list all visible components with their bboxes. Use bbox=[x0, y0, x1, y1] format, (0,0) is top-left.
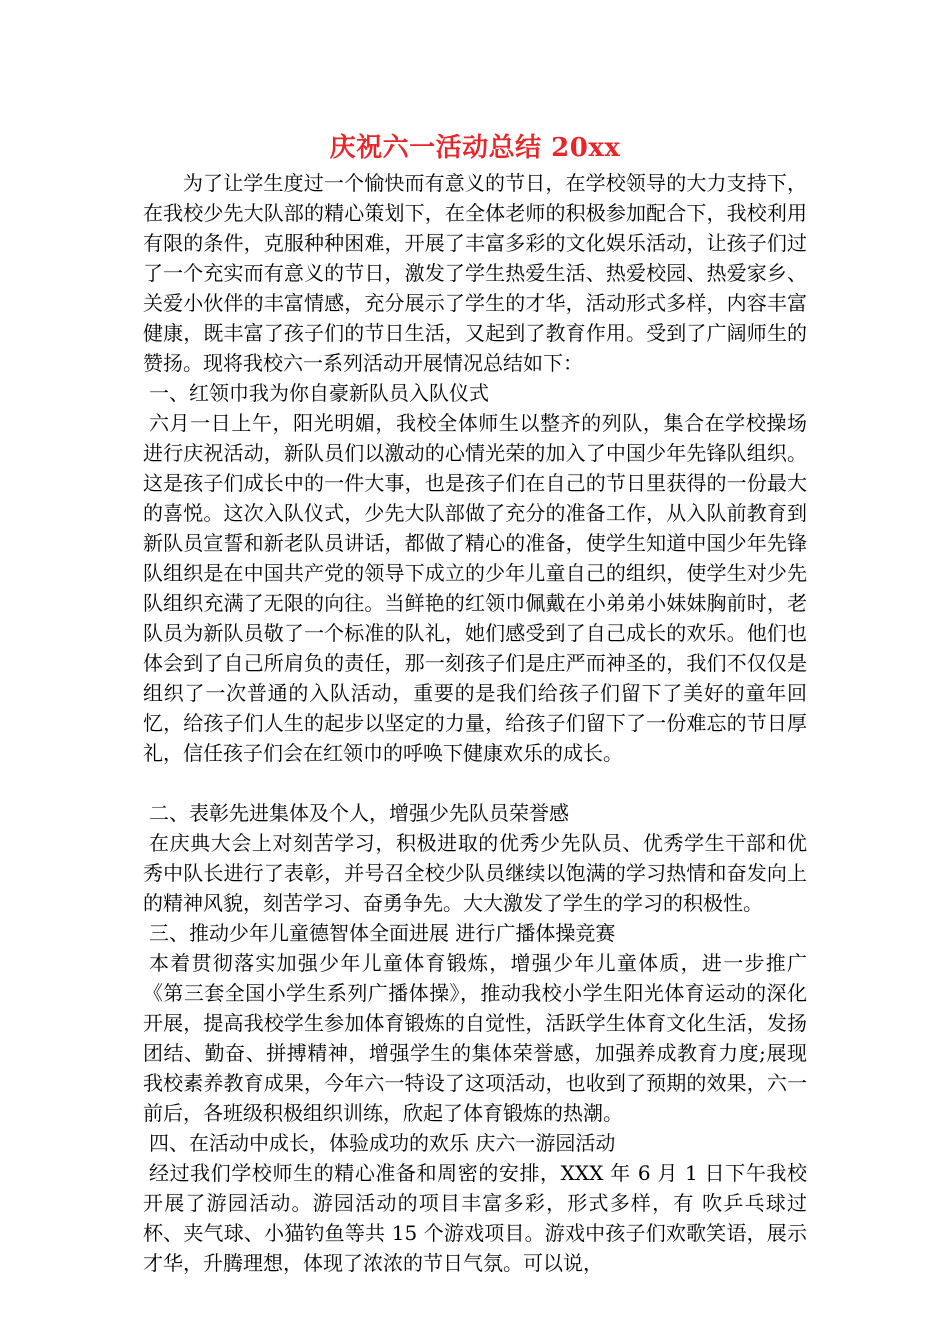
section-heading-3: 三、推动少年儿童德智体全面进展 进行广播体操竞赛 bbox=[149, 921, 616, 945]
blank-line bbox=[143, 768, 807, 798]
section-heading-1: 一、红领巾我为你自豪新队员入队仪式 bbox=[149, 381, 489, 405]
intro-paragraph: 为了让学生度过一个愉快而有意义的节日，在学校领导的大力支持下，在我校少先大队部的精心策划下，在全体老师的积极参加配合下，我校利用有限的条件，克服种种困难，开展了丰富多彩的文化娱乐活动，让孩子们过了一个充实而有意义的节日，激发了学生热爱生活、热爱校园、热爱家乡、关爱小伙伴的丰富情感，充分展示了学生的才华，活动形式多样，内容丰富健康，既丰富了孩子们的节日生活，又起到了教育作用。受到了广阔师生的赞扬。现将我校六一系列活动开展情况总结如下： bbox=[143, 171, 807, 375]
document-title: 庆祝六一活动总结 20xx bbox=[329, 133, 621, 163]
section-body-4: 经过我们学校师生的精心准备和周密的安排，XXX 年 6 月 1 日下午我校开展了游园活动。游园活动的项目丰富多彩，形式多样，有 吹乒乓球过杯、夹气球、小猫钓鱼等共 15 个游戏项目。游戏中孩子们欢歌笑语，展示才华，升腾理想，体现了浓浓的节日气氛。可以说， bbox=[143, 1161, 807, 1275]
document-page bbox=[143, 130, 807, 1278]
section-heading-4: 四、在活动中成长，体验成功的欢乐 庆六一游园活动 bbox=[149, 1131, 616, 1155]
section-body-3: 本着贯彻落实加强少年儿童体育锻炼，增强少年儿童体质，进一步推广《第三套全国小学生系列广播体操》，推动我校小学生阳光体育运动的深化开展，提高我校学生参加体育锻炼的自觉性，活跃学生体育文化生活，发扬团结、勤奋、拼搏精神，增强学生的集体荣誉感，加强养成教育力度;展现我校素养教育成果，今年六一特设了这项活动，也收到了预期的效果，六一前后，各班级积极组织训练，欣起了体育锻炼的热潮。 bbox=[143, 951, 807, 1125]
section-body-1: 六月一日上午，阳光明媚，我校全体师生以整齐的列队，集合在学校操场进行庆祝活动，新队员们以激动的心情光荣的加入了中国少年先锋队组织。这是孩子们成长中的一件大事，也是孩子们在自己的节日里获得的一份最大的喜悦。这次入队仪式，少先大队部做了充分的准备工作，从入队前教育到新队员宣誓和新老队员讲话，都做了精心的准备，使学生知道中国少年先锋队组织是在中国共产党的领导下成立的少年儿童自己的组织，使学生对少先队组织充满了无限的向往。当鲜艳的红领巾佩戴在小弟弟小妹妹胸前时，老队员为新队员敬了一个标准的队礼，她们感受到了自己成长的欢乐。他们也体会到了自己所肩负的责任，那一刻孩子们是庄严而神圣的，我们不仅仅是组织了一次普通的入队活动，重要的是我们给孩子们留下了美好的童年回忆，给孩子们人生的起步以坚定的力量，给孩子们留下了一份难忘的节日厚礼，信任孩子们会在红领巾的呼唤下健康欢乐的成长。 bbox=[143, 411, 807, 765]
section-body-2: 在庆典大会上对刻苦学习，积极进取的优秀少先队员、优秀学生干部和优秀中队长进行了表彰，并号召全校少队员继续以饱满的学习热情和奋发向上的精神风貌，刻苦学习、奋勇争先。大大激发了学生的学习的积极性。 bbox=[143, 831, 807, 915]
section-heading-2: 二、表彰先进集体及个人，增强少先队员荣誉感 bbox=[149, 801, 569, 825]
